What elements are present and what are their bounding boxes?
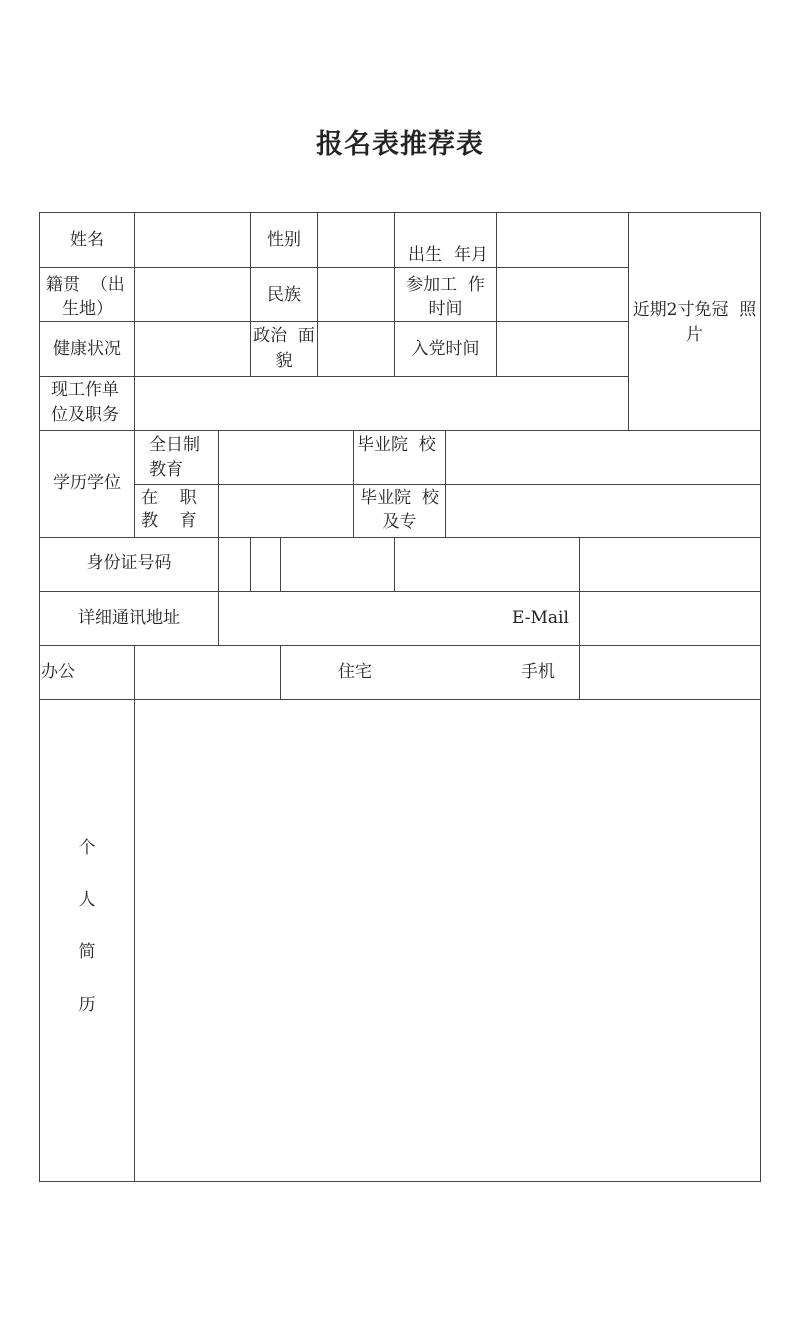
address-field[interactable] [219,592,509,645]
label-political-1: 政治 面 [253,326,315,346]
label-unit-2: 位及职务 [51,405,119,425]
label-work-start-1: 参加工 作 [406,275,485,295]
label-health: 健康状况 [53,339,121,359]
label-birth-1: 出生 [408,245,442,265]
label-office: 办公 [41,662,75,682]
label-ethnicity: 民族 [267,285,301,305]
label-school2-2: 及专 [382,512,417,532]
label-birth-2: 年月 [454,245,488,265]
id-number-field[interactable] [219,538,760,591]
photo-label-1: 近期2寸免冠 照 [632,300,757,320]
label-resume-3: 简 [78,942,96,962]
work-start-field[interactable] [497,268,628,321]
label-education: 学历学位 [53,473,121,493]
unit-position-field[interactable] [135,377,628,430]
label-home: 住宅 [338,662,372,682]
label-school2-1: 毕业院 校 [360,488,439,508]
photo-label-2: 片 [686,325,703,345]
label-email: E-Mail [512,608,569,628]
label-resume-1: 个 [78,838,96,858]
political-field[interactable] [318,322,394,376]
label-native-2: 生地） [62,299,113,319]
label-onjob-1: 在 职 [141,488,197,508]
onjob-school-field[interactable] [446,485,760,537]
gender-field[interactable] [318,213,394,267]
office-phone-field[interactable] [135,646,280,699]
resume-field[interactable] [135,700,760,1181]
home-phone-field[interactable] [395,646,505,699]
label-fulltime-2: 教育 [149,460,183,480]
label-gender: 性别 [267,230,301,250]
fulltime-education-field[interactable] [219,431,353,484]
form-title: 报名表推荐表 [316,129,484,160]
fulltime-school-field[interactable] [446,431,760,484]
native-place-field[interactable] [135,268,250,321]
label-work-start-2: 时间 [428,299,463,319]
label-address: 详细通讯地址 [78,608,180,628]
onjob-education-field[interactable] [219,485,353,537]
label-native-1: 籍贯 （出 [46,275,125,295]
label-party-join: 入党时间 [411,339,480,359]
mobile-phone-field[interactable] [580,646,760,699]
photo-box[interactable] [629,213,760,430]
label-fulltime-1: 全日制 [149,435,200,455]
label-unit-1: 现工作单 [51,380,119,400]
party-join-field[interactable] [497,322,628,376]
label-mobile: 手机 [521,662,555,682]
label-onjob-2: 教 育 [141,511,197,531]
label-resume-2: 人 [78,890,96,910]
label-school-1: 毕业院 校 [357,435,436,455]
email-field[interactable] [580,592,760,645]
label-id-number: 身份证号码 [86,553,172,573]
label-name: 姓名 [70,230,104,250]
health-field[interactable] [135,322,250,376]
ethnicity-field[interactable] [318,268,394,321]
label-political-2: 貌 [275,351,293,371]
label-resume-4: 历 [78,995,96,1015]
name-field[interactable] [135,213,250,267]
birth-date-field[interactable] [497,213,628,267]
